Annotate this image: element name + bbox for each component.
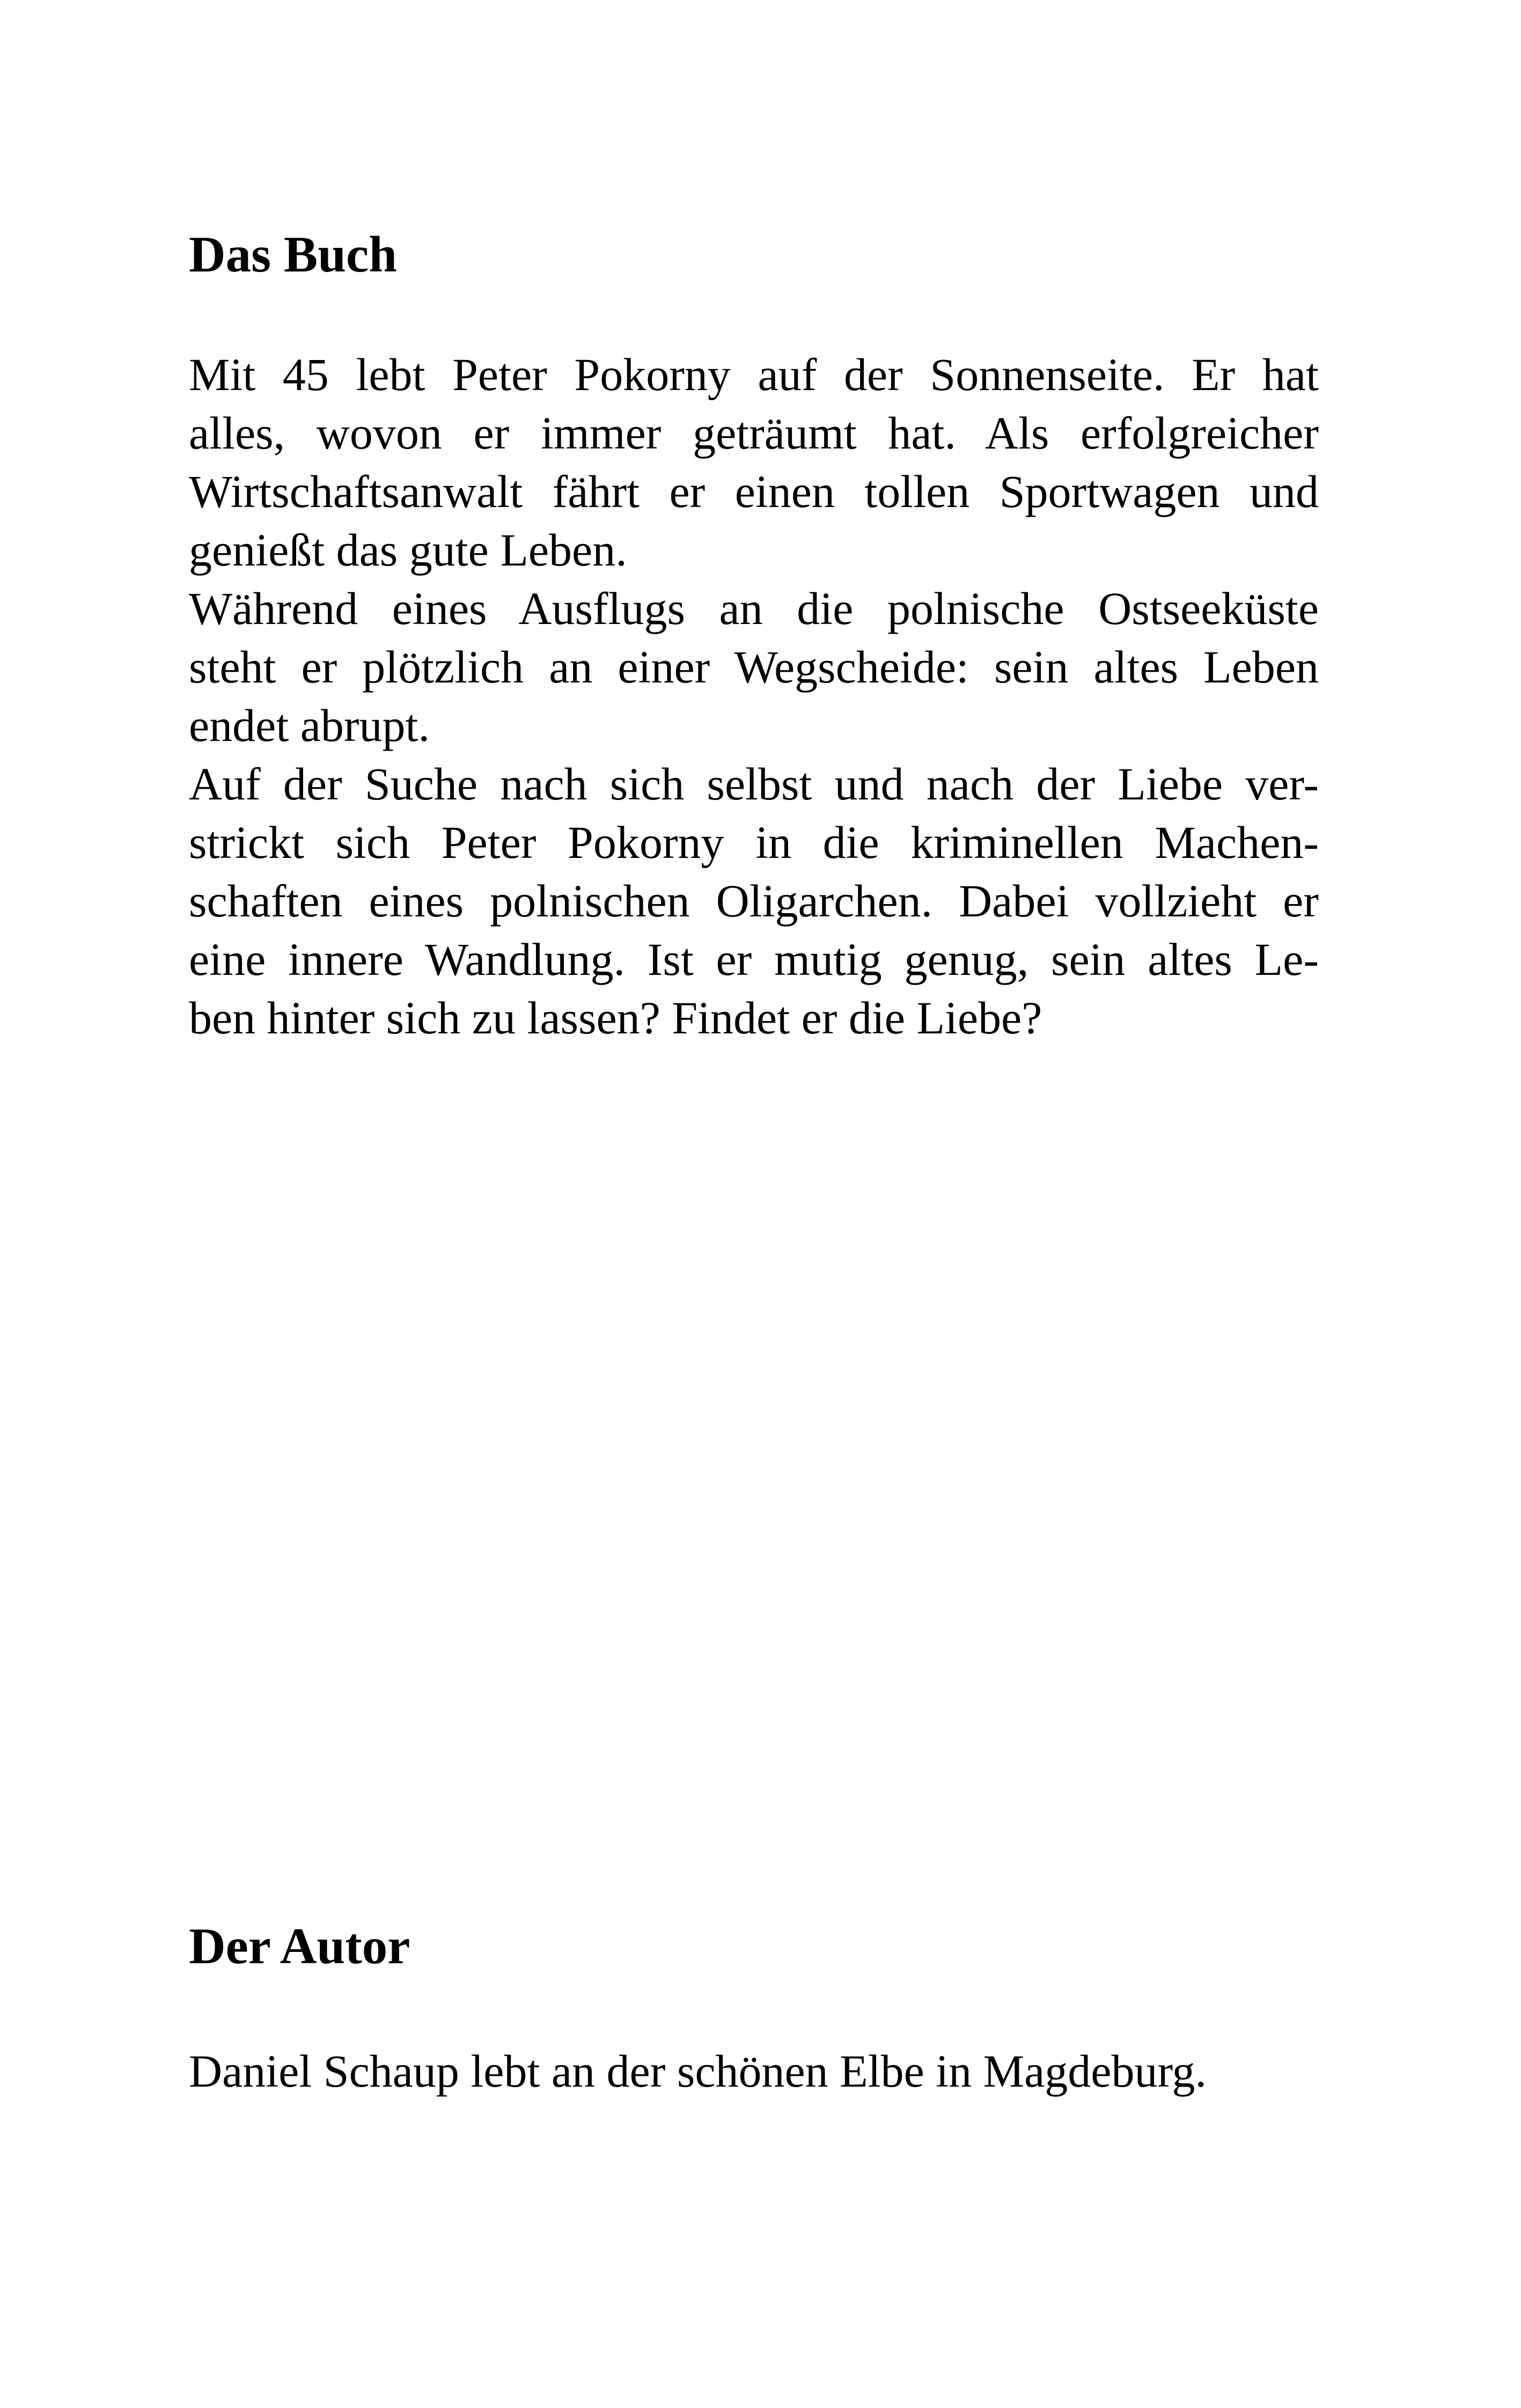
text-line: genießt das gute Leben. xyxy=(189,524,627,576)
author-description: Daniel Schaup lebt an der schönen Elbe in Magdeburg. xyxy=(189,2045,1207,2097)
text-line: endet abrupt. xyxy=(189,700,430,751)
text-line: Während eines Ausflugs an die polnische Ostseeküste xyxy=(189,583,1319,634)
section-heading-author: Der Autor xyxy=(189,1918,410,1974)
text-line: Mit 45 lebt Peter Pokorny auf der Sonnenseite. Er hat xyxy=(189,349,1319,400)
text-line: steht er plötzlich an einer Wegscheide: sein altes Leben xyxy=(189,641,1319,693)
section-heading-book: Das Buch xyxy=(189,226,398,283)
text-line: alles, wovon er immer geträumt hat. Als erfolgreicher xyxy=(189,407,1319,459)
text-line: ben hinter sich zu lassen? Findet er die Liebe? xyxy=(189,992,1042,1044)
text-line: strickt sich Peter Pokorny in die kriminellen Machen- xyxy=(189,817,1319,868)
text-line: schaften eines polnischen Oligarchen. Dabei vollzieht er xyxy=(189,875,1319,927)
text-line: Wirtschaftsanwalt fährt er einen tollen Sportwagen und xyxy=(189,466,1319,517)
text-line: eine innere Wandlung. Ist er mutig genug, sein altes Le- xyxy=(189,934,1319,985)
text-line: Auf der Suche nach sich selbst und nach der Liebe ver- xyxy=(189,758,1319,810)
